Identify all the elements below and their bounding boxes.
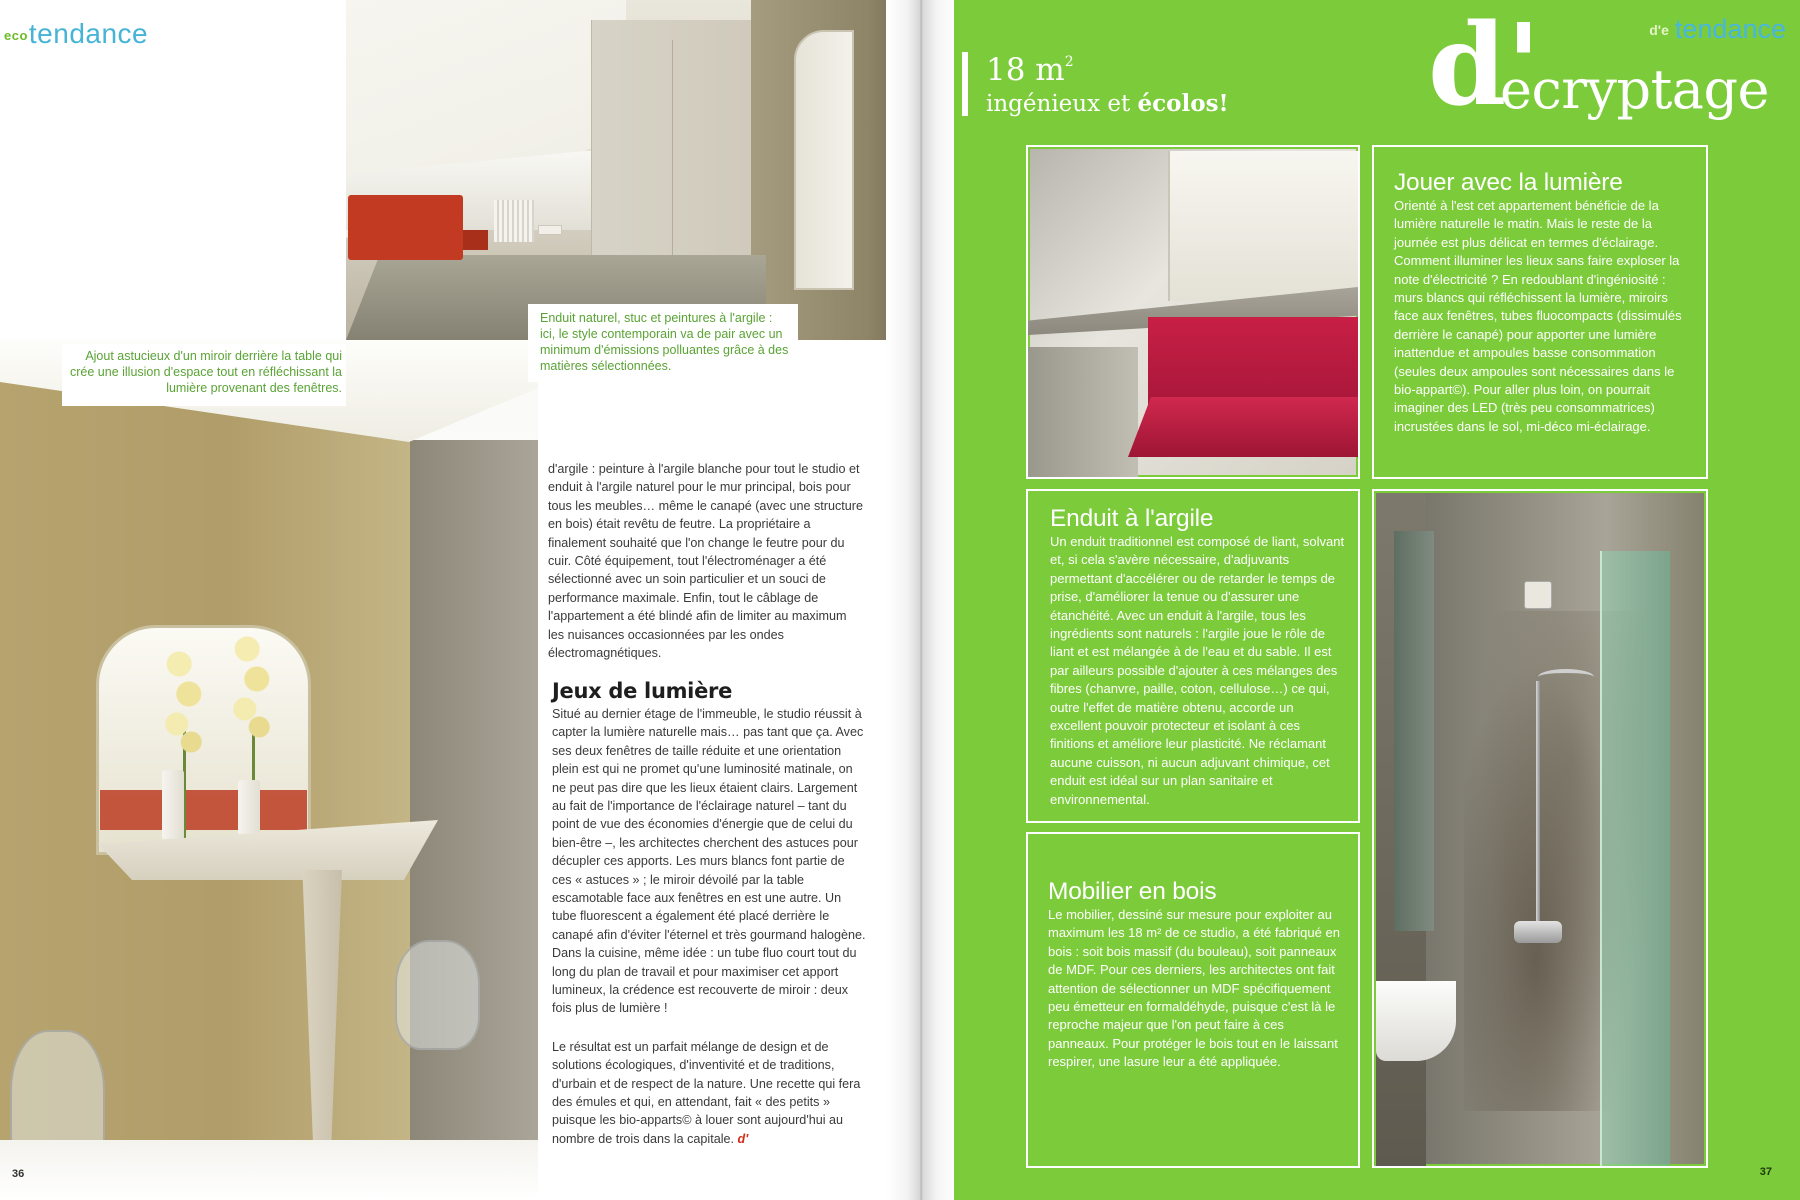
end-mark: d': [737, 1131, 749, 1146]
box-lumiere-title: Jouer avec la lumière: [1394, 169, 1623, 196]
box-argile-title: Enduit à l'argile: [1050, 505, 1214, 532]
section-title-decryptage: [1428, 0, 1788, 131]
right-page: [954, 0, 1800, 1200]
article-body: [548, 460, 866, 1168]
box-mobilier-text: Le mobilier, dessiné sur mesure pour exploiter au maximum les 18 m² de ce studio, a été fabriqué en bois : soit bois massif (du bouleau), soit panneaux de MDF. Pour ces derniers, les architectes ont fait attention de sélectionner un MDF spécifiquement peu émetteur en formaldéhyde, puisque c'est là le reproche majeur que l'on peut faire à ces panneaux. Pour protéger le bois tout en le laissant respirer, une lasure leur a été appliquée.: [1048, 907, 1340, 1070]
box-argile: [1026, 489, 1360, 823]
attic-room-photo: [346, 0, 918, 340]
mirror-photo-caption: Ajout astucieux d'un miroir derrière la table qui crée une illusion d'espace tout en réfléchissant la lumière provenant des fenêtres.: [62, 344, 346, 406]
section-heading: Jeux de lumière: [552, 679, 733, 704]
title-sub: ingénieux et écolos!: [986, 90, 1229, 117]
box-lumiere-text: Orienté à l'est cet appartement bénéficie de la lumière naturelle le matin. Mais le reste de la journée est plus délicat en termes d'éclairage. Comment illuminer les lieux sans faire exploser la note d'électricité ? En redoublant d'ingéniosité : murs blancs qui réfléchissent la lumière, miroirs face aux fenêtres, tubes fluocompacts (dissimulés derrière le canapé) pour apporter une lumière inattendue et ampoules basse consommation (seules deux ampoules sont nécessaires dans le bio-appart©). Pour aller plus loin, on pourrait imaginer des LED (très peu consommatrices) incrustées dans le sol, mi-déco mi-éclairage.: [1394, 198, 1682, 434]
page-number-right: 37: [1759, 1166, 1772, 1178]
logo-prefix-right: d'e: [1649, 22, 1669, 38]
conclusion-paragraph: [552, 1038, 866, 1148]
page-gutter: [886, 0, 956, 1200]
logo-prefix: eco: [4, 28, 28, 43]
hall-table-photo: [0, 340, 538, 1200]
bench-photo: [1026, 145, 1360, 479]
title-bar: [962, 52, 968, 116]
page-number-left: 36: [12, 1168, 25, 1180]
logo-word-right: tendance: [1674, 14, 1786, 44]
box-argile-text: Un enduit traditionnel est composé de liant, solvant et, si cela s'avère nécessaire, d'adjuvants permettant d'accélérer ou de retarder le temps de prise, d'améliorer la tenue ou d'assurer une étanchéité. Avec un enduit à l'argile, tous les ingrédients sont naturels : l'argile joue le rôle de liant et est mélangée à de l'eau et du sable. Il est par ailleurs possible d'ajouter à ces mélanges des fibres (chanvre, paille, coton, cellulose…) ce qui, outre l'effet de matière obtenu, accorde un excellent pouvoir protecteur et isolant à ces finitions et améliore leur plasticité. Ne réclamant aucune cuisson, ni aucun adjuvant chimique, cet enduit est idéal sur un plan sanitaire et environnemental.: [1050, 534, 1345, 807]
box-mobilier: [1026, 832, 1360, 1168]
conclusion-text: Le résultat est un parfait mélange de design et de solutions écologiques, d'inventivité et de traditions, d'urbain et de respect de la nature. Une recette qui fera des émules et qui, en attendant, fait « des petits » puisque les bio-apparts© à louer sont aujourd'hui au nombre de trois dans la capitale.: [552, 1039, 861, 1146]
section-word: ecryptage: [1500, 58, 1770, 121]
box-mobilier-title: Mobilier en bois: [1048, 878, 1217, 905]
shower-photo: [1372, 489, 1708, 1168]
section-mark: d': [1428, 0, 1541, 131]
logo-word: tendance: [28, 18, 149, 49]
title-main: 18 $m^2$: [986, 52, 1074, 88]
tendance-logo-left: [4, 18, 148, 50]
box-lumiere: [1372, 145, 1708, 479]
clay-photo-caption: Enduit naturel, stuc et peintures à l'argile : ici, le style contemporain va de pair avec un minimum d'émissions polluantes grâce à des matières sélectionnées.: [528, 304, 798, 382]
intro-paragraph: d'argile : peinture à l'argile blanche pour tout le studio et enduit à l'argile naturel pour le mur principal, bois pour tous les meubles… même le canapé (avec une structure en bois) était revêtu de feutre. La propriétaire a finalement souhaité que l'on change le feutre pour du cuir. Côté équipement, tout l'électroménager a été sélectionné avec un soin particulier et un souci de performance maximale. Enfin, tout le câblage de l'appartement a été blindé afin de limiter au maximum les nuisances occasionnées par les ondes électromagnétiques.: [548, 462, 863, 661]
light-paragraph: Situé au dernier étage de l'immeuble, le studio réussit à capter la lumière naturelle mais… pas tant que ça. Avec ses deux fenêtres de taille réduite et une orientation plein est qui ne promet qu'une luminosité matinale, on ne peut pas dire que les lieux étaient clairs. Largement au fait de l'importance de l'éclairage naturel – tant du point de vue des économies d'énergie que de celui du bien-être –, les architectes cherchent des astuces pour décupler ces apports. Les murs blancs font partie de ces « astuces » ; le miroir dévoilé par la table escamotable face aux fenêtres en est une autre. Un tube fluorescent a également été placé derrière le canapé afin d'éviter l'éternel et très gourmand halogène. Dans la cuisine, même idée : un tube fluo court tout du long du plan de travail et pour maximiser cet apport lumineux, la crédence est recouverte de miroir : deux fois plus de lumière !: [552, 706, 866, 1016]
